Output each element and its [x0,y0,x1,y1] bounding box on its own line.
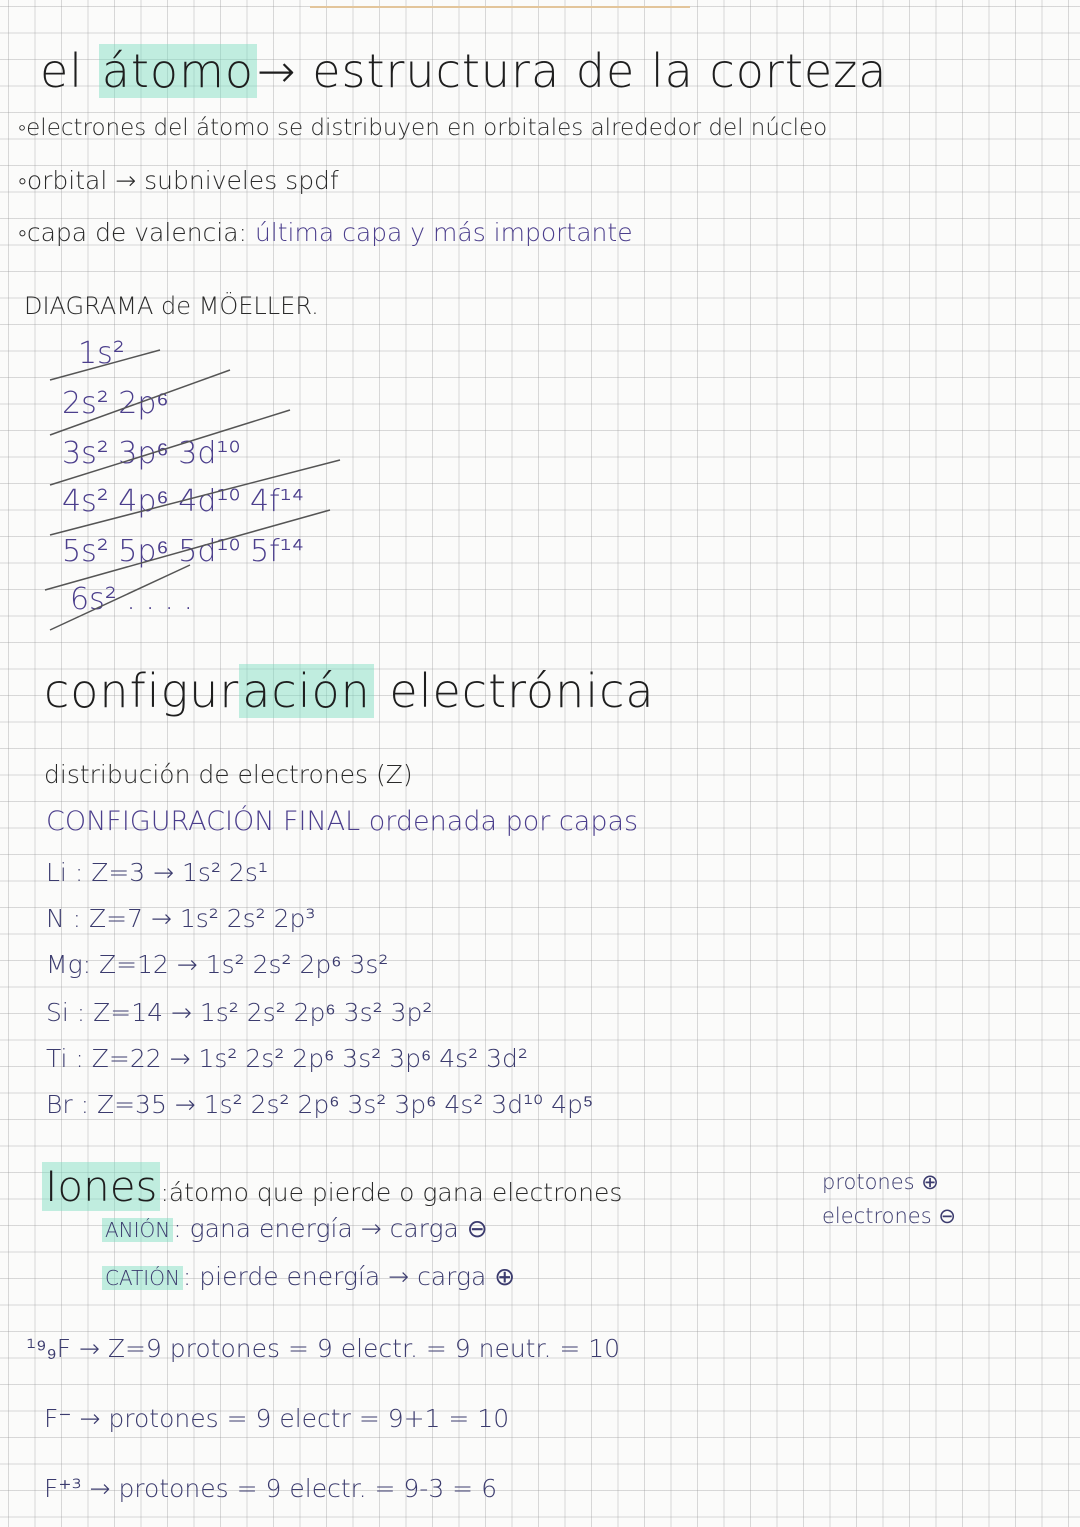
moeller-row: 3s² 3p⁶ 3d¹⁰ [62,436,241,471]
config-row: Si : Z=14 → 1s² 2s² 2p⁶ 3s² 3p² [46,998,433,1027]
ion-example: F⁺³ → protones = 9 electr. = 9-3 = 6 [44,1474,497,1503]
cation-label: CATIÓN [102,1266,183,1290]
config-row: Br : Z=35 → 1s² 2s² 2p⁶ 3s² 3p⁶ 4s² 3d¹⁰ 4p⁵ [46,1090,594,1119]
side-note: electrones ⊖ [822,1204,956,1228]
anion-label: ANIÓN [102,1218,173,1242]
bullet-line: ◦electrones del átomo se distribuyen en orbitales alrededor del núcleo [18,115,828,141]
title-atomo [40,44,888,98]
moeller-row: 4s² 4p⁶ 4d¹⁰ 4f¹⁴ [62,484,304,519]
moeller-row: 1s² [78,336,125,371]
title-text: electrónica [373,664,655,718]
anion-text: : gana energía → carga ⊖ [173,1214,488,1243]
moeller-title: DIAGRAMA de MÖELLER. [24,292,319,320]
title-highlight: átomo [99,44,257,98]
moeller-diagonal-arrows [30,340,350,640]
title-text: configur [44,664,240,718]
config-row: Li : Z=3 → 1s² 2s¹ [46,858,268,887]
title-highlight: ación [239,664,374,718]
moeller-row: 5s² 5p⁶ 5d¹⁰ 5f¹⁴ [62,534,304,569]
config-row: N : Z=7 → 1s² 2s² 2p³ [46,904,316,933]
valencia-value: última capa y más importante [254,218,633,247]
cation-text: : pierde energía → carga ⊕ [182,1262,516,1291]
config-row: Mg: Z=12 → 1s² 2s² 2p⁶ 3s² [46,950,389,979]
valencia-line [18,218,633,248]
page-edge [310,6,690,8]
moeller-row: 2s² 2p⁶ [62,386,169,421]
config-subtitle: distribución de electrones (Z) [44,760,413,789]
ion-example: ¹⁹₉F → Z=9 protones = 9 electr. = 9 neutr. = 10 [26,1334,621,1363]
ion-example: F⁻ → protones = 9 electr = 9+1 = 10 [44,1404,510,1433]
bullet-line: ◦orbital → subniveles spdf [18,166,339,195]
config-row: Ti : Z=22 → 1s² 2s² 2p⁶ 3s² 3p⁶ 4s² 3d² [46,1044,528,1073]
cation-line [102,1262,515,1291]
iones-title: Iones [42,1162,160,1211]
title-configuracion [44,664,655,718]
title-text: el [40,44,99,98]
iones-heading [42,1162,622,1211]
title-text: → estructura de la corteza [257,44,888,98]
anion-line [102,1214,488,1243]
config-heading: CONFIGURACIÓN FINAL ordenada por capas [46,806,639,837]
iones-definition: :átomo que pierde o gana electrones [160,1178,623,1207]
side-note: protones ⊕ [822,1170,939,1194]
moeller-row: 6s² . . . . [70,582,194,617]
valencia-label: ◦capa de valencia: [18,218,255,247]
